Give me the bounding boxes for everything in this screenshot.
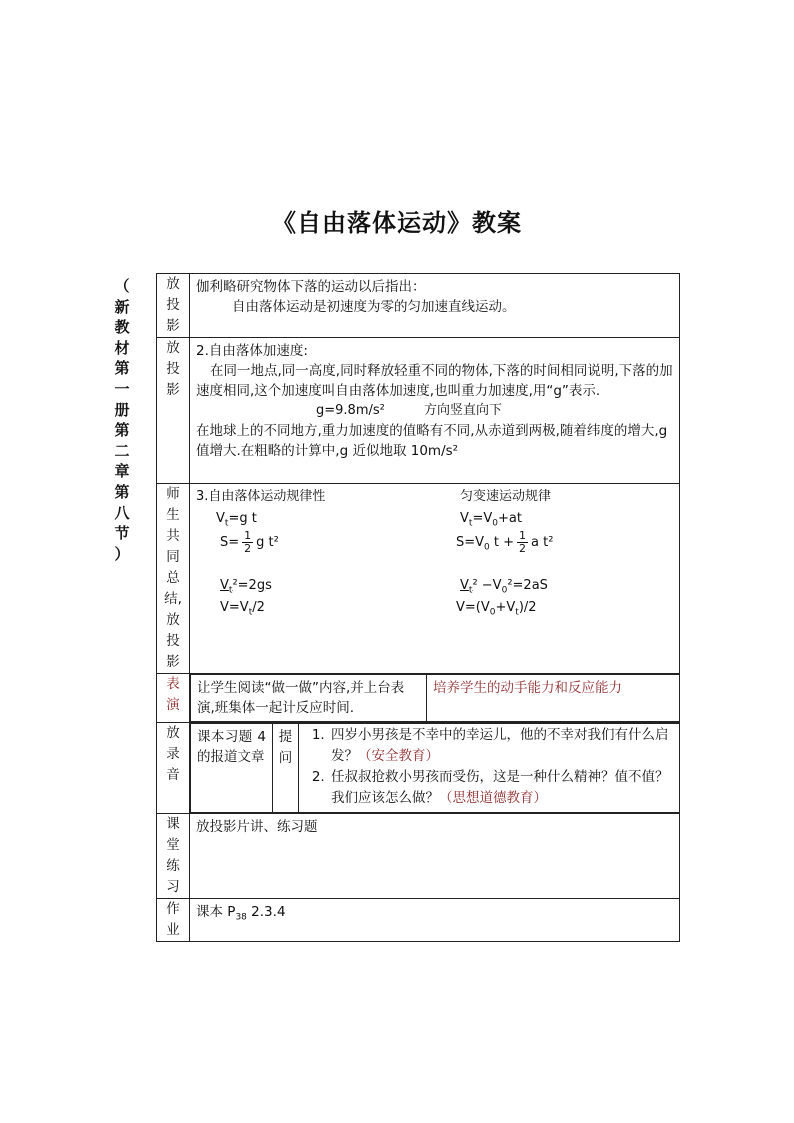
- formula-uniform-v2: $V_t^2 -V_0^2=2aS$: [460, 578, 548, 596]
- g-direction: 方向竖直向下: [424, 403, 503, 418]
- row-summary: [157, 484, 680, 674]
- row-label: 作 业: [157, 899, 190, 942]
- paragraph: 在地球上的不同地方,重力加速度的值略有不同,从赤道到两极,随着纬度的增大,g 值增大.在粗略的计算中,g 近似地取 10m/s²: [196, 423, 668, 459]
- side-label-char: 第: [114, 421, 130, 440]
- side-label-char: 第: [114, 359, 130, 378]
- homework-text: 课本 $P_{38}$ 2.3.4: [196, 904, 286, 923]
- row-practice: [157, 814, 680, 899]
- page-title: 《自由落体运动》教案: [272, 208, 522, 237]
- side-label-char: 新: [114, 297, 130, 316]
- question-label: 提 问: [273, 724, 299, 813]
- paragraph: 在同一地点,同一高度,同时释放轻重不同的物体,下落的时间相同说明,下落的加速度相同,这个加速度叫自由落体加速度,也叫重力加速度,用“g”表示.: [196, 363, 673, 399]
- formula-free-vbar: $V=V_t/2$: [220, 600, 265, 618]
- side-label-char: 教: [114, 318, 130, 337]
- row-label-char: 总: [166, 570, 180, 586]
- row-recording: [157, 723, 680, 814]
- chapter-side-label: [113, 276, 131, 564]
- formula-free-s: S= $\frac{1}{2}$ g t²: [220, 529, 279, 555]
- intro-text: 伽利略研究物体下落的运动以后指出：: [196, 279, 426, 295]
- side-label-char: 节: [114, 524, 130, 543]
- row-label-char: 投: [166, 633, 180, 649]
- row-label: 表 演: [157, 674, 190, 723]
- reading-material: 课本习题 4 的报道文章: [197, 729, 266, 765]
- row-label: [157, 484, 190, 674]
- row-projection-1: [157, 274, 680, 338]
- row-label-char: 放: [166, 612, 180, 628]
- row-performance: [157, 674, 680, 723]
- question-list: [305, 725, 673, 809]
- side-label-char: 一: [114, 379, 130, 398]
- formula-free-v: $V_t=g$ t: [216, 511, 257, 529]
- row-label: 放 投 影: [157, 274, 190, 338]
- lesson-plan-table: [156, 273, 680, 942]
- practice-text: 放投影片讲、练习题: [196, 819, 318, 835]
- question-item: 2. 任叔叔抢救小男孩而受伤，这是一种什么精神？值不值？我们应该怎么做？（思想道德教育）: [329, 767, 673, 809]
- side-label-char: （: [114, 277, 130, 295]
- objective-text: 培养学生的动手能力和反应能力: [433, 680, 622, 696]
- definition-text: 自由落体运动是初速度为零的匀加速直线运动。: [232, 299, 516, 315]
- section-heading: 2.自由落体加速度:: [196, 343, 308, 359]
- formula-uniform-s: $S=V_0$ t + $\frac{1}{2}$ a t²: [456, 529, 554, 555]
- formula-uniform-vbar: $V=(V_0+V_t)/2$: [456, 600, 537, 618]
- activity-text: 让学生阅读“做一做”内容,并上台表演,班集体一起计反应时间.: [197, 680, 405, 716]
- side-label-char: ）: [114, 544, 130, 563]
- row-label-char: 共: [166, 528, 180, 544]
- left-title: 3.自由落体运动规律性: [196, 489, 326, 504]
- row-label: 课 堂 练 习: [157, 814, 190, 899]
- row-label-char: 师: [166, 486, 180, 502]
- formula-uniform-v: $V_t=V_0+at$: [460, 511, 522, 529]
- row-label-char: 生: [166, 507, 180, 523]
- side-label-char: 二: [114, 441, 130, 460]
- side-label-char: 材: [114, 338, 130, 357]
- row-label-char: 影: [166, 654, 180, 670]
- row-label-char: 结,: [164, 591, 182, 607]
- row-label: 放 投 影: [157, 338, 190, 484]
- row-label-char: 同: [166, 549, 180, 565]
- side-label-char: 第: [114, 482, 130, 501]
- row-homework: [157, 899, 680, 942]
- side-label-char: 八: [114, 503, 130, 522]
- side-label-char: 章: [114, 462, 130, 481]
- question-item: 1. 四岁小男孩是不幸中的幸运儿，他的不幸对我们有什么启发？（安全教育）: [329, 725, 673, 767]
- formula-free-v2: $V_t^2=2gs$: [220, 578, 272, 596]
- g-value: g=9.8m/s²: [316, 403, 385, 418]
- row-label: 放 录 音: [157, 723, 190, 814]
- row-projection-2: [157, 338, 680, 484]
- side-label-char: 册: [114, 400, 130, 419]
- right-title: 匀变速运动规律: [460, 489, 552, 504]
